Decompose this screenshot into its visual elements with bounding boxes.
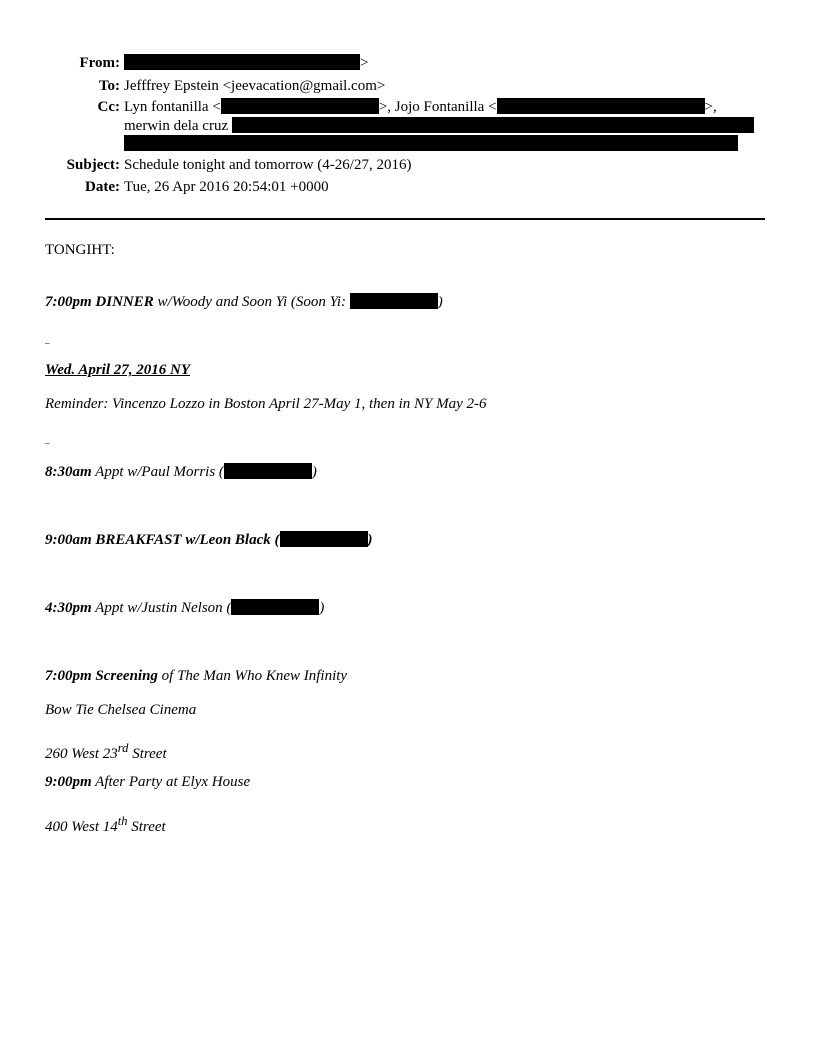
- breakfast-close: ): [367, 532, 373, 548]
- appt-paul-time: 8:30am: [45, 464, 92, 480]
- reminder-line: Reminder: Vincenzo Lozzo in Boston April 27-May 1, then in NY May 2-6: [45, 396, 487, 412]
- address-1-ordinal: rd: [117, 741, 129, 755]
- appt-paul-close: ): [311, 464, 317, 480]
- redaction-block: [124, 135, 738, 151]
- to-label: To:: [98, 78, 120, 94]
- after-party-line: [45, 772, 250, 792]
- venue-line: Bow Tie Chelsea Cinema: [45, 702, 197, 718]
- redaction-block: [124, 54, 360, 70]
- redaction-block: [497, 98, 705, 114]
- tonight-heading: TONGIHT:: [45, 242, 115, 258]
- screening-text: of The Man Who Knew Infinity: [157, 668, 348, 684]
- appt-justin-line: [45, 598, 324, 618]
- breakfast-line: [45, 530, 373, 550]
- redaction-block: [350, 293, 438, 309]
- dinner-time: 7:00pm DINNER: [45, 294, 154, 310]
- redaction-block: [280, 531, 368, 547]
- address-1-street: Street: [128, 746, 167, 762]
- address-2-ordinal: th: [117, 814, 128, 828]
- redaction-block: [232, 117, 754, 133]
- appt-justin-close: ): [319, 600, 325, 616]
- redaction-block: [231, 599, 319, 615]
- appt-paul-line: [45, 462, 317, 482]
- address-2-street: Street: [127, 819, 166, 835]
- cc-name-3: merwin dela cruz: [124, 118, 229, 134]
- from-label: From:: [79, 55, 120, 71]
- after-party-time: 9:00pm: [45, 774, 92, 790]
- from-value: [124, 53, 368, 73]
- cc-label: Cc:: [97, 99, 120, 115]
- venue-address-line: [45, 738, 167, 764]
- redaction-block: [224, 463, 312, 479]
- appt-justin-time: 4:30pm: [45, 600, 92, 616]
- screening-time: 7:00pm Screening: [45, 668, 158, 684]
- breakfast-text: 9:00am BREAKFAST w/Leon Black (: [45, 532, 280, 548]
- date-label: Date:: [85, 179, 120, 195]
- dinner-text: w/Woody and Soon Yi (Soon Yi:: [153, 294, 350, 310]
- cc-value-line1: [124, 97, 717, 117]
- spacer-dash: _: [45, 435, 50, 445]
- cc-separator-1: >, Jojo Fontanilla <: [378, 99, 497, 115]
- appt-justin-text: Appt w/Justin Nelson (: [91, 600, 232, 616]
- party-address-line: [45, 811, 166, 837]
- address-2-main: 400 West 14: [45, 819, 118, 835]
- address-1-main: 260 West 23: [45, 746, 118, 762]
- cc-name-1: Lyn fontanilla <: [124, 99, 221, 115]
- header-divider: [45, 218, 765, 220]
- cc-row-2: [124, 116, 754, 136]
- dinner-close: ): [437, 294, 443, 310]
- spacer-dash: _: [45, 335, 50, 345]
- cc-separator-2: >,: [704, 99, 717, 115]
- appt-paul-text: Appt w/Paul Morris (: [91, 464, 224, 480]
- subject-label: Subject:: [66, 157, 120, 173]
- date-heading: Wed. April 27, 2016 NY: [45, 362, 190, 378]
- from-suffix: >: [360, 55, 369, 71]
- to-value: Jefffrey Epstein <jeevacation@gmail.com>: [124, 78, 386, 94]
- after-party-text: After Party at Elyx House: [91, 774, 251, 790]
- subject-value: Schedule tonight and tomorrow (4-26/27, 2016): [124, 157, 412, 173]
- dinner-line: [45, 292, 443, 312]
- redaction-block: [221, 98, 379, 114]
- screening-line: [45, 666, 347, 686]
- date-value: Tue, 26 Apr 2016 20:54:01 +0000: [124, 179, 329, 195]
